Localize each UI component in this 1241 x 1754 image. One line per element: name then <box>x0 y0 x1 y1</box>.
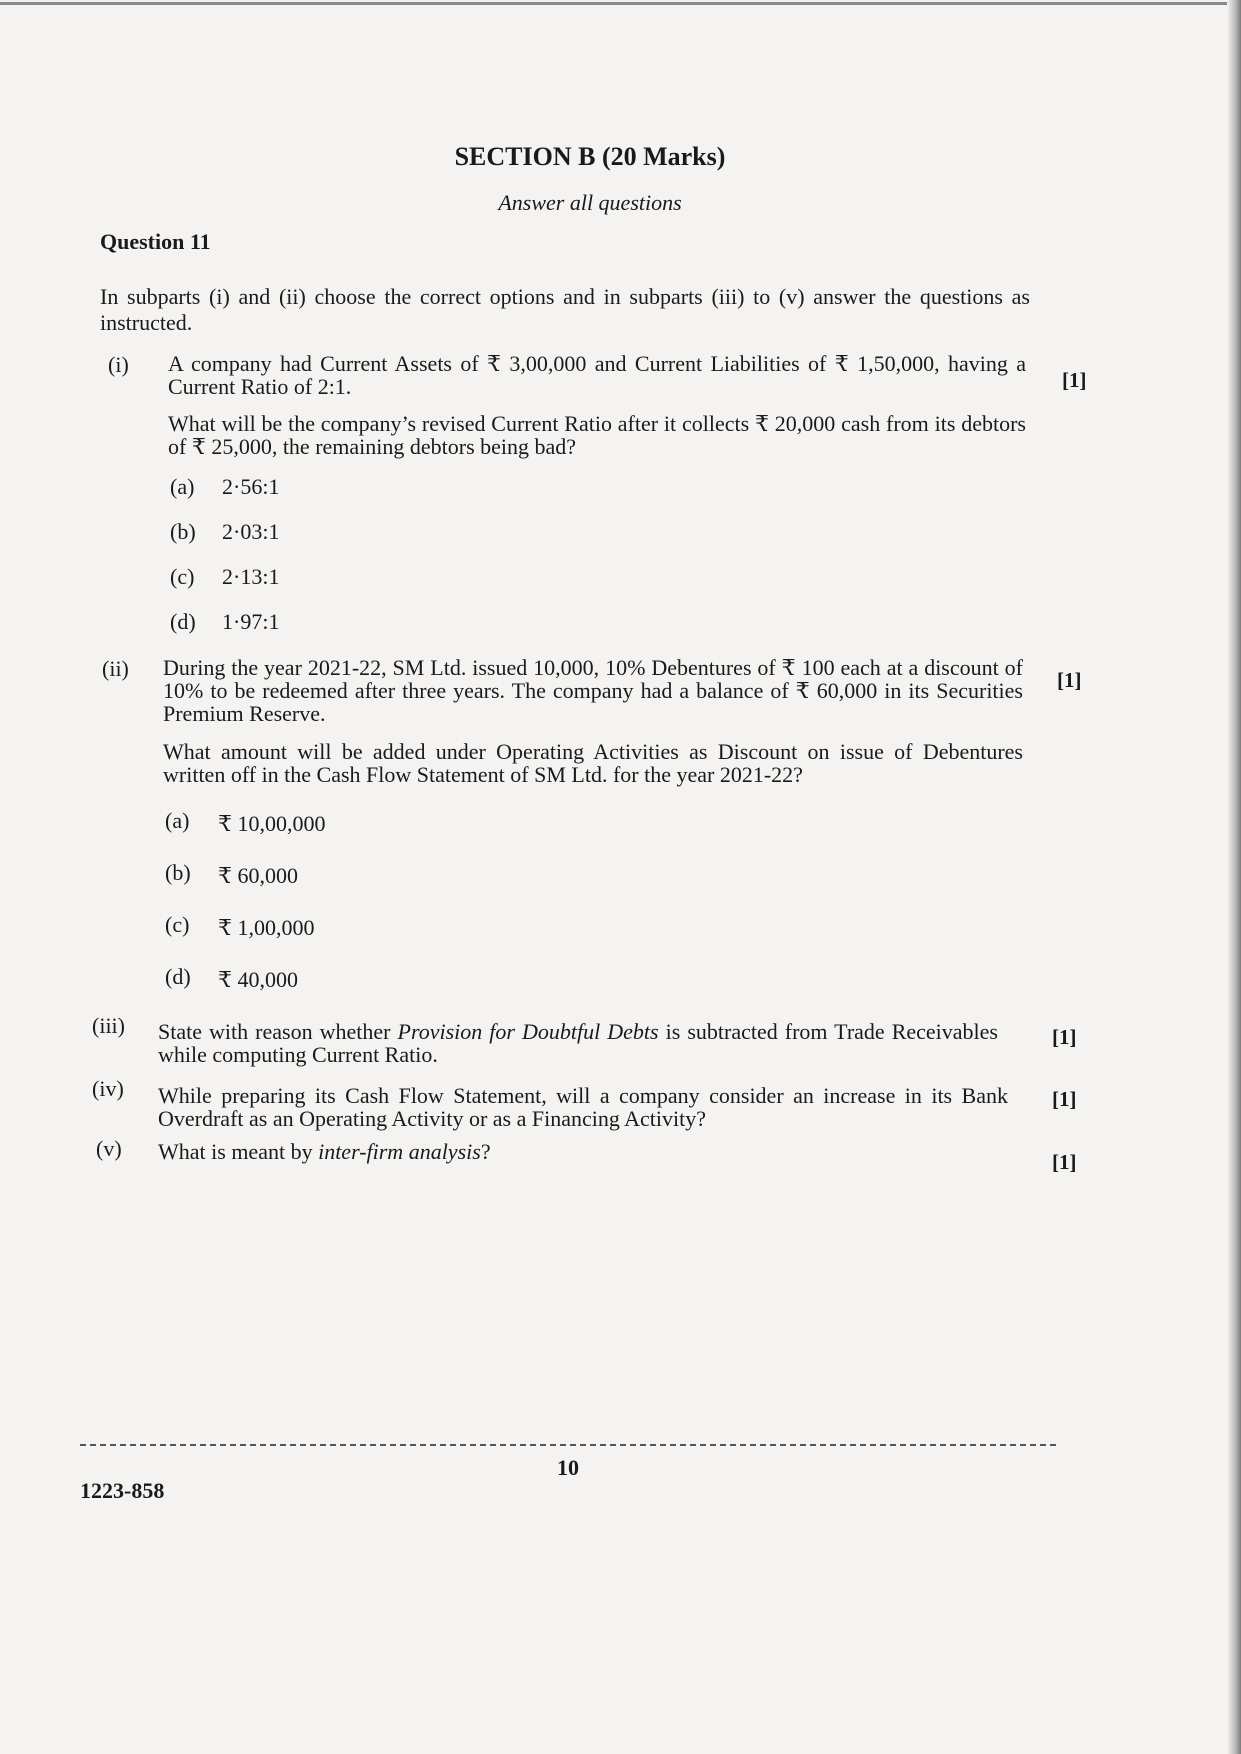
page-right-edge <box>1227 0 1241 1754</box>
option-label: (c) <box>165 912 190 937</box>
footer-rule <box>80 1444 1056 1446</box>
part-text: What will be the company’s revised Current Ratio after it collects ₹ 20,000 cash from its debtors of ₹ 25,000, the remaining debtors being bad? <box>168 411 1026 459</box>
part-text: While preparing its Cash Flow Statement, will a company consider an increase in its Bank Overdraft as an Operating Activity or as a Financing Activity? <box>158 1083 1008 1131</box>
marks-badge: [1] <box>1052 1087 1077 1111</box>
page-number: 10 <box>557 1455 579 1480</box>
option-label: (d) <box>170 609 196 634</box>
question-title: Question 11 <box>100 229 211 254</box>
part-number: (iv) <box>92 1076 124 1101</box>
paper-code: 1223-858 <box>80 1478 165 1503</box>
option-value: ₹ 10,00,000 <box>218 811 326 836</box>
marks-badge: [1] <box>1057 668 1082 692</box>
part-number: (iii) <box>92 1013 125 1038</box>
option-label: (a) <box>170 474 195 499</box>
option-value: ₹ 40,000 <box>218 967 298 992</box>
option-label: (a) <box>165 808 190 833</box>
part-text: A company had Current Assets of ₹ 3,00,000 and Current Liabilities of ₹ 1,50,000, having a Current Ratio of 2:1. <box>168 351 1026 399</box>
section-title: SECTION B (20 Marks) <box>454 142 726 171</box>
option-label: (b) <box>165 860 191 885</box>
emphasis-term: Provision for Doubtful Debts <box>397 1019 659 1044</box>
part-text: What amount will be added under Operating Activities as Discount on issue of Debentures written off in the Cash Flow Statement of SM Ltd. for the year 2021-22? <box>163 739 1023 787</box>
marks-badge: [1] <box>1052 1025 1077 1049</box>
part-number: (i) <box>108 352 129 377</box>
option-value: ₹ 1,00,000 <box>218 915 315 940</box>
part-text: During the year 2021-22, SM Ltd. issued 10,000, 10% Debentures of ₹ 100 each at a discount of 10% to be redeemed after three years. The company had a balance of ₹ 60,000 in its Securities Premium Reserve. <box>163 655 1023 726</box>
option-label: (b) <box>170 519 196 544</box>
page-top-edge <box>0 2 1241 5</box>
option-value: ₹ 60,000 <box>218 863 298 888</box>
option-value: 1·97:1 <box>222 609 280 634</box>
question-intro: In subparts (i) and (ii) choose the correct options and in subparts (iii) to (v) answer the questions as instructed. <box>100 284 1030 335</box>
option-label: (d) <box>165 964 191 989</box>
marks-badge: [1] <box>1052 1150 1077 1174</box>
emphasis-term: inter-firm analysis <box>318 1139 481 1164</box>
section-instruction: Answer all questions <box>498 190 682 215</box>
part-number: (v) <box>96 1136 122 1161</box>
option-value: 2·03:1 <box>222 519 280 544</box>
part-text: What is meant by inter-firm analysis? <box>158 1139 491 1164</box>
option-value: 2·13:1 <box>222 564 280 589</box>
part-text: State with reason whether Provision for Doubtful Debts is subtracted from Trade Receivables while computing Current Ratio. <box>158 1019 998 1067</box>
marks-badge: [1] <box>1062 368 1087 392</box>
option-value: 2·56:1 <box>222 474 280 499</box>
part-number: (ii) <box>102 656 129 681</box>
option-label: (c) <box>170 564 195 589</box>
